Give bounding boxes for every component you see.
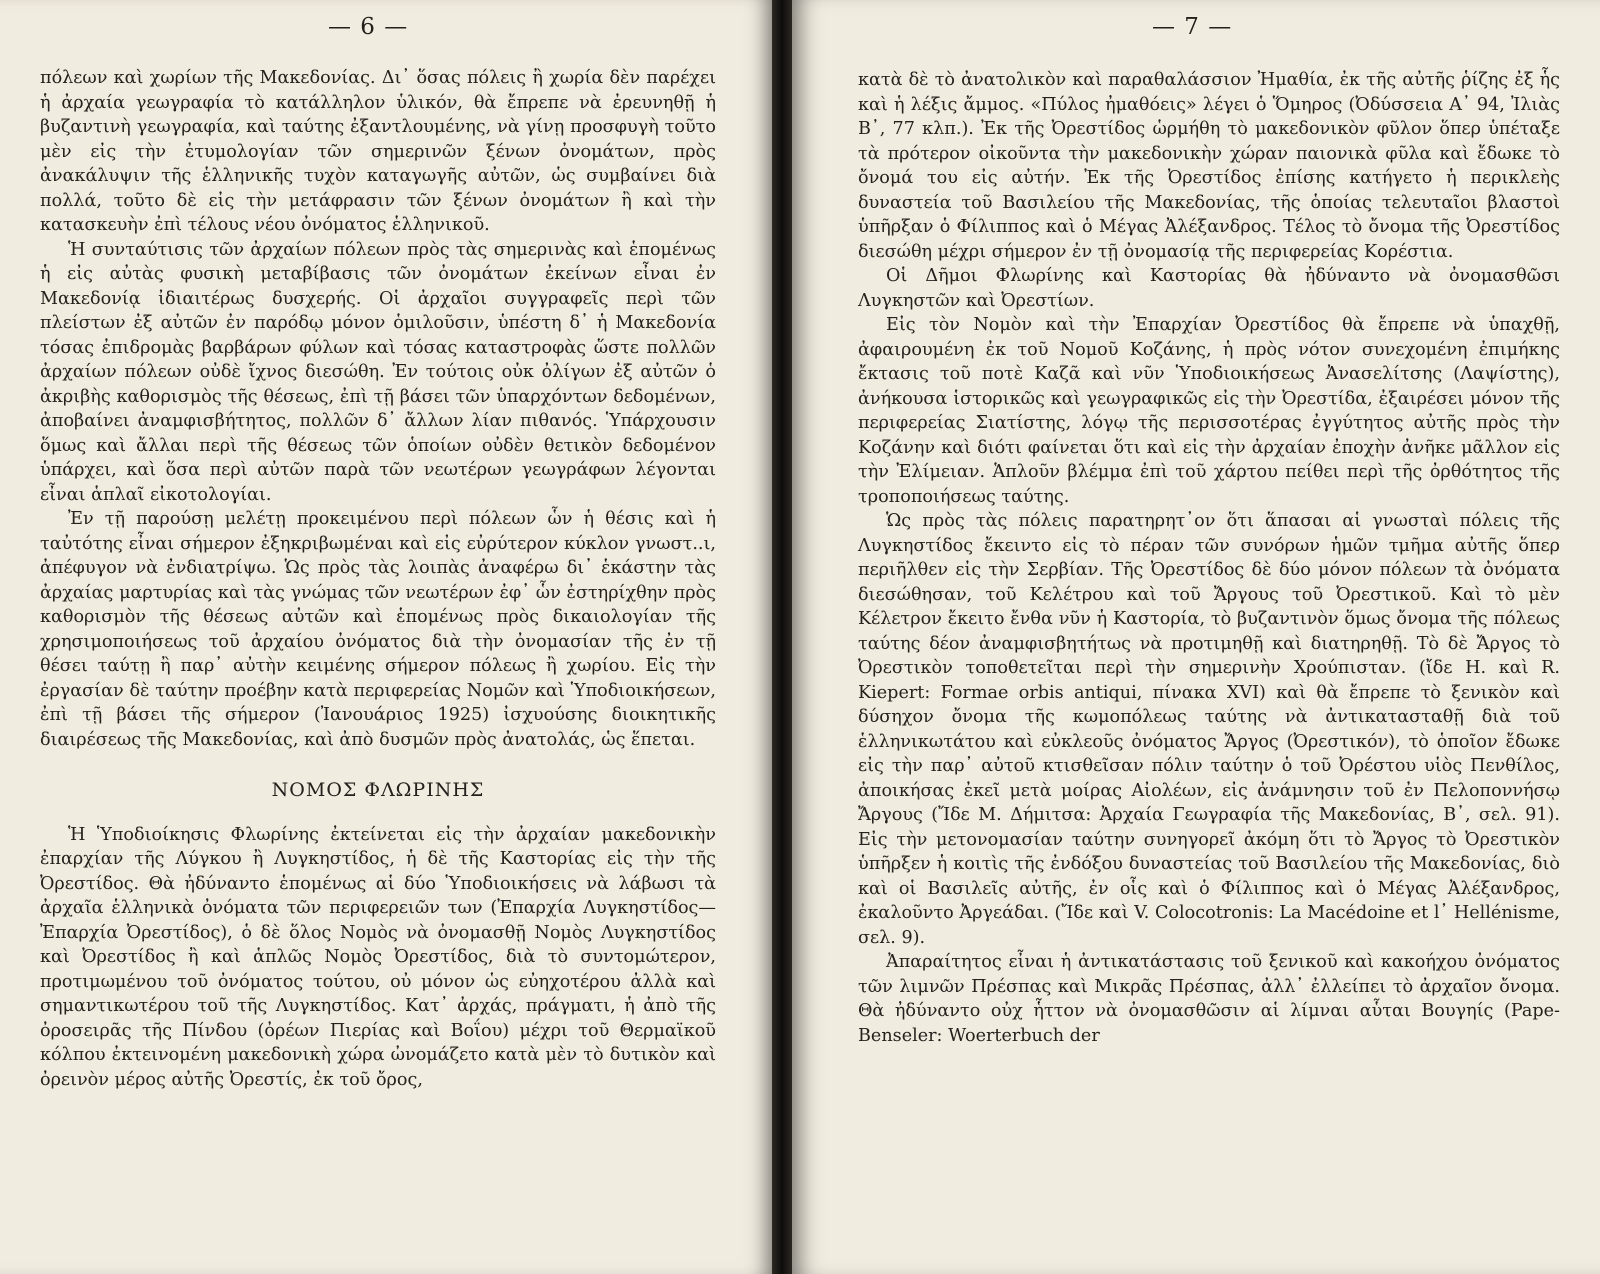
section-heading: ΝΟΜΟΣ ΦΛΩΡΙΝΗΣ [271, 779, 485, 801]
page-number: — 6 — [328, 14, 409, 40]
paragraph: Ἐν τῇ παρούσῃ μελέτῃ προκειμένου περὶ πόλεων ὧν ἡ θέσις καὶ ἡ ταὐτότης εἶναι σήμερον ἐξηκριβωμέναι καὶ εἰς εὐρύτερον κύκλον γνωστ..ι, ἀπέφυγον νὰ ἐνδιατρίψω. Ὡς πρὸς τὰς λοιπὰς ἀναφέρω δι᾽ ἑκάστην τὰς ἀρχαίας μαρτυρίας καὶ τὰς γνώμας τῶν νεωτέρων ἐφ᾽ ὧν ἐστηρίχθην πρὸς καθορισμὸν τῆς θέσεως αὐτῶν καὶ ἑπομένως πρὸς δικαιολογίαν τῆς χρησιμοποιήσεως τοῦ ἀρχαίου ὀνόματος διὰ τὴν ὀνομασίαν τῆς ἐν τῇ θέσει ταύτῃ ἢ παρ᾽ αὐτὴν κειμένης σήμερον πόλεως ἢ χωρίου. Εἰς τὴν ἐργασίαν δὲ ταύτην προέβην κατὰ περιφερείας Νομῶν καὶ Ὑποδιοικήσεων, ἐπὶ τῇ βάσει τῆς σήμερον (Ἰανουάριος 1925) ἰσχυούσης διοικητικῆς διαιρέσεως τῆς Μακεδονίας, καὶ ἀπὸ δυσμῶν πρὸς ἀνατολάς, ὡς ἕπεται. [40, 509, 716, 750]
paragraph: Ἀπαραίτητος εἶναι ἡ ἀντικατάστασις τοῦ ξενικοῦ καὶ κακοήχου ὀνόματος τῶν λιμνῶν Πρέσπας καὶ Μικρᾶς Πρέσπας, ἀλλ᾽ ἐλλείπει τὸ ἀρχαῖον ὄνομα. Θὰ ἠδύναντο οὐχ ἧττον νὰ ὀνομασθῶσιν αἱ λίμναι αὗται Βουγηίς (Pape-Benseler: Woerterbuch der [858, 952, 1560, 1046]
page-number: — 7 — [1152, 14, 1233, 40]
paragraph: Εἰς τὸν Νομὸν καὶ τὴν Ἐπαρχίαν Ὀρεστίδος θὰ ἔπρεπε νὰ ὑπαχθῇ, ἀφαιρουμένη ἐκ τοῦ Νομοῦ Κοζάνης, ἡ πρὸς νότον συνεχομένη ἐπιμήκης ἔκτασις τοῦ ποτὲ Καζᾶ καὶ νῦν Ὑποδιοικήσεως Ἀνασελίτσης (Λαψίστης), ἀνήκουσα ἱστορικῶς καὶ γεωγραφικῶς εἰς τὴν Ὀρεστίδα, ἐξαιρέσει μόνον τῆς περιφερείας Σιατίστης, λόγῳ τῆς περισσοτέρας ἐγγύτητος αὐτῆς πρὸς τὴν Κοζάνην καὶ διότι φαίνεται ὅτι καὶ εἰς τὴν ἀρχαίαν ἐποχὴν ἀνῆκε μᾶλλον εἰς τὴν Ἐλίμειαν. Ἁπλοῦν βλέμμα ἐπὶ τοῦ χάρτου πείθει περὶ τῆς ὀρθότητος τῆς τροποποιήσεως ταύτης. [858, 315, 1560, 507]
paragraph: πόλεων καὶ χωρίων τῆς Μακεδονίας. Δι᾽ ὅσας πόλεις ἢ χωρία δὲν παρέχει ἡ ἀρχαία γεωγραφία τὸ κατάλληλον ὑλικόν, θὰ ἔπρεπε νὰ ἐρευνηθῇ ἡ βυζαντινὴ γεωγραφία, καὶ ταύτης ἐξαντλουμένης, νὰ γίνῃ προσφυγὴ τοῦτο μὲν εἰς τὴν ἐτυμολογίαν τῶν σημερινῶν ξένων ὀνομάτων, πρὸς ἀνακάλυψιν τῆς ἑλληνικῆς τυχὸν καταγωγῆς αὐτῶν, ὡς συμβαίνει διὰ πολλά, τοῦτο δὲ εἰς τὴν μετάφρασιν τῶν ξένων ὀνομάτων ἢ καὶ τὴν κατασκευὴν ἐπὶ τέλους νέου ὀνόματος ἑλληνικοῦ. [40, 68, 716, 235]
paragraph: Ἡ Ὑποδιοίκησις Φλωρίνης ἐκτείνεται εἰς τὴν ἀρχαίαν μακεδονικὴν ἐπαρχίαν τῆς Λύγκου ἢ Λυγκηστίδος, ἡ δὲ τῆς Καστορίας εἰς τὴν τῆς Ὀρεστίδος. Θὰ ἠδύναντο ἑπομένως αἱ δύο Ὑποδιοικήσεις νὰ λάβωσι τὰ ἀρχαῖα ἑλληνικὰ ὀνόματα τῶν περιφερειῶν των (Ἐπαρχία Λυγκηστίδος—Ἐπαρχία Ὀρεστίδος), ὁ δὲ ὅλος Νομὸς νὰ ὀνομασθῇ Νομὸς Λυγκηστίδος καὶ Ὀρεστίδος ἢ καὶ ἁπλῶς Νομὸς Ὀρεστίδος, διὰ τὸ συντομώτερον, προτιμωμένου τοῦ ὀνόματος τούτου, οὐ μόνον ὡς εὐηχοτέρου ἀλλὰ καὶ σημαντικωτέρου τοῦ τῆς Λυγκηστίδος. Κατ᾽ ἀρχάς, πράγματι, ἡ ἀπὸ τῆς ὀροσειρᾶς τῆς Πίνδου (ὀρέων Πιερίας καὶ Βοΐου) μέχρι τοῦ Θερμαϊκοῦ κόλπου ἐκτεινομένη μακεδονικὴ χώρα ὠνομάζετο κατὰ μὲν τὸ δυτικὸν καὶ ὀρεινὸν μέρος αὐτῆς Ὀρεστίς, ἐκ τοῦ ὄρος, [40, 824, 716, 1090]
paragraph: Οἱ Δῆμοι Φλωρίνης καὶ Καστορίας θὰ ἠδύναντο νὰ ὀνομασθῶσι Λυγκηστῶν καὶ Ὀρεστίων. [858, 266, 1560, 311]
paragraph: Ὡς πρὸς τὰς πόλεις παρατηρητ᾽ον ὅτι ἅπασαι αἱ γνωσταὶ πόλεις τῆς Λυγκηστίδος ἔκειντο εἰς τὸ πέραν τῶν συνόρων ἡμῶν τμῆμα αὐτῆς ὅπερ περιῆλθεν εἰς τὴν Σερβίαν. Τῆς Ὀρεστίδος δὲ δύο μόνον πόλεων τὰ ὀνόματα διεσώθησαν, τοῦ Κελέτρου καὶ τοῦ Ἄργους τοῦ Ὀρεστικοῦ. Καὶ τὸ μὲν Κέλετρον ἔκειτο ἔνθα νῦν ἡ Καστορία, τὸ βυζαντινὸν ὅμως ὄνομα τῆς πόλεως ταύτης δέον ἀναμφισβητήτως νὰ προτιμηθῇ καὶ διατηρηθῇ. Τὸ δὲ Ἄργος τὸ Ὀρεστικὸν τοποθετεῖται περὶ τὴν σημερινὴν Χρούπισταν. (ἴδε H. καὶ R. Kiepert: Formae orbis antiqui, πίνακα XVI) καὶ θὰ ἔπρεπε τὸ ξενικὸν καὶ δύσηχον ὄνομα τῆς κωμοπόλεως ταύτης νὰ ἀντικατασταθῇ διὰ τοῦ ἑλληνικωτάτου καὶ εὐκλεοῦς ὀνόματος Ἄργος (Ὀρεστικόν), τὸ ὁποῖον ἔδωκε εἰς τὴν παρ᾽ αὐτοῦ κτισθεῖσαν πόλιν ταύτην ὁ τοῦ Ὀρέστου υἱὸς Πενθίλος, ἀποικήσας ἐκεῖ μετὰ μοίρας Αἰολέων, εἰς ἀνάμνησιν τοῦ ἐν Πελοποννήσῳ Ἄργους (Ἴδε Μ. Δήμιτσα: Ἀρχαία Γεωγραφία τῆς Μακεδονίας, Β᾽, σελ. 91). Εἰς τὴν μετονομασίαν ταύτην συνηγορεῖ ἀκόμη ὅτι τὸ Ἄργος τὸ Ὀρεστικὸν ὑπῆρξεν ἡ κοιτὶς τῆς ἐνδόξου δυναστείας τοῦ Βασιλείου τῆς Μακεδονίας, διὸ καὶ οἱ Βασιλεῖς αὐτῆς, ἐν οἷς καὶ ὁ Φίλιππος καὶ ὁ Μέγας Ἀλέξανδρος, ἐκαλοῦντο Ἀργεάδαι. (Ἴδε καὶ V. Colocotronis: La Macédoine et l᾽ Hellénisme, σελ. 9). [858, 511, 1560, 948]
page-body [40, 66, 716, 1092]
book-gutter [772, 0, 792, 1274]
page-body [858, 68, 1560, 1048]
right-page [792, 0, 1600, 1274]
paragraph: κατὰ δὲ τὸ ἀνατολικὸν καὶ παραθαλάσσιον Ἠμαθία, ἐκ τῆς αὐτῆς ῥίζης ἐξ ἧς καὶ ἡ λέξις ἄμμος. «Πύλος ἠμαθόεις» λέγει ὁ Ὅμηρος (Ὀδύσσεια Α᾽ 94, Ἰλιὰς Β᾽, 77 κλπ.). Ἐκ τῆς Ὀρεστίδος ὡρμήθη τὸ μακεδονικὸν φῦλον ὅπερ ὑπέταξε τὰ πρότερον οἰκοῦντα τὴν μακεδονικὴν χώραν παιονικὰ φῦλα καὶ ἔδωκε τὸ ὄνομά του εἰς αὐτήν. Ἐκ τῆς Ὀρεστίδος ἐπίσης κατήγετο ἡ περικλεὴς δυναστεία τοῦ Βασιλείου τῆς Μακεδονίας, τῆς ὁποίας τελευταῖοι βλαστοὶ ὑπῆρξαν ὁ Φίλιππος καὶ ὁ Μέγας Ἀλέξανδρος. Τέλος τὸ ὄνομα τῆς Ὀρεστίδος διεσώθη μέχρι σήμερον ἐν τῇ ὀνομασίᾳ τῆς περιφερείας Κορέστια. [858, 70, 1560, 262]
left-page [0, 0, 772, 1274]
paragraph: Ἡ συνταύτισις τῶν ἀρχαίων πόλεων πρὸς τὰς σημερινὰς καὶ ἑπομένως ἡ εἰς αὐτὰς φυσικὴ μεταβίβασις τῶν ὀνομάτων ἐκείνων εἶναι ἐν Μακεδονίᾳ ἰδιαιτέρως δυσχερής. Οἱ ἀρχαῖοι συγγραφεῖς περὶ τῶν πλείστων ἐξ αὐτῶν ἐν παρόδῳ μόνον ὁμιλοῦσιν, ὑπέστη δ᾽ ἡ Μακεδονία τόσας ἐπιδρομὰς βαρβάρων φύλων καὶ τόσας καταστροφὰς ὥστε πολλῶν ἀρχαίων πόλεων οὐδὲ ἴχνος διεσώθη. Ἐν τούτοις οὐκ ὀλίγων ἐξ αὐτῶν ὁ ἀκριβὴς καθορισμὸς τῆς θέσεως, ἐπὶ τῇ βάσει τῶν ὑπαρχόντων δεδομένων, ἀποβαίνει ἀναμφισβήτητος, πολλῶν δ᾽ ἄλλων λίαν πιθανός. Ὑπάρχουσιν ὅμως καὶ ἄλλαι περὶ τῆς θέσεως τῶν ὁποίων οὐδὲν θετικὸν δεδομένον ὑπάρχει, καὶ ὅσα περὶ αὐτῶν παρὰ τῶν νεωτέρων γεωγράφων λέγονται εἶναι ἁπλαῖ εἰκοτολογίαι. [40, 239, 716, 505]
